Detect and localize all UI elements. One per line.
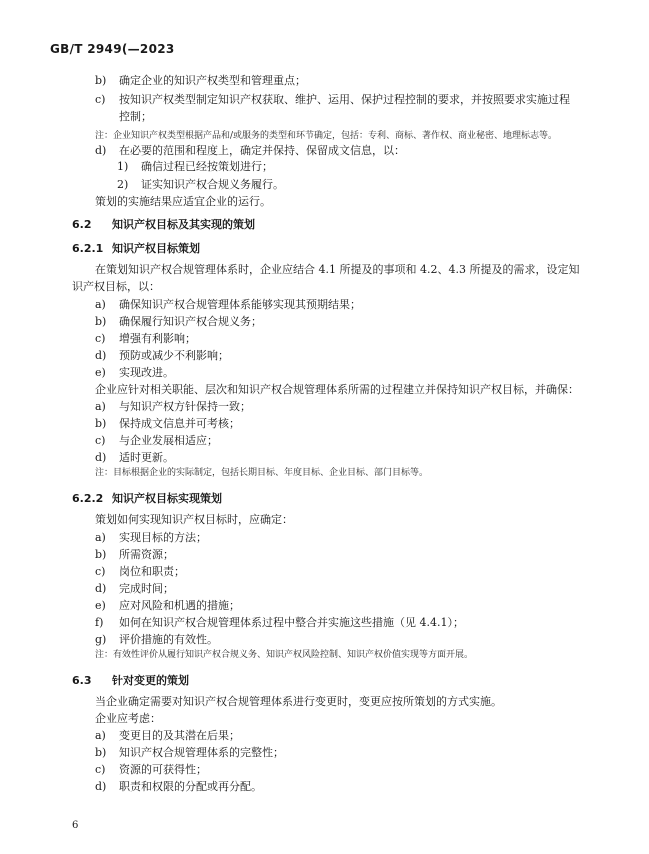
list-text: 职责和权限的分配或再分配。 [119, 780, 262, 793]
list-item [95, 746, 284, 760]
list-text: 评价措施的有效性。 [119, 633, 218, 646]
list-marker: a) [95, 400, 106, 413]
section-heading [72, 216, 255, 232]
standard-header: GB/T 2949(—2023 [50, 42, 175, 56]
list-item [95, 763, 207, 777]
list-text: 资源的可获得性； [119, 763, 207, 776]
note: 注：目标根据企业的实际制定，包括长期目标、年度目标、企业目标、部门目标等。 [95, 468, 429, 478]
section-title: 知识产权目标实现策划 [112, 492, 222, 505]
list-text: 确信过程已经按策划进行； [141, 160, 273, 173]
list-item [95, 298, 361, 312]
section-number: 6.2 [72, 218, 92, 231]
list-text: 所需资源； [119, 548, 174, 561]
list-text: 保持成文信息并可考核； [119, 417, 240, 430]
list-marker: b) [95, 548, 107, 561]
list-marker: d) [95, 349, 107, 362]
list-marker: d) [95, 451, 107, 464]
list-item [95, 332, 196, 346]
sub-list-item [117, 160, 273, 174]
section-heading [72, 672, 189, 688]
list-text: 适时更新。 [119, 451, 174, 464]
list-item [95, 315, 262, 329]
list-text: 确保知识产权合规管理体系能够实现其预期结果； [119, 298, 361, 311]
list-marker: c) [95, 332, 106, 345]
list-item-continuation: 控制； [119, 110, 152, 123]
list-text: 确定企业的知识产权类型和管理重点； [119, 74, 306, 87]
list-marker: d) [95, 144, 107, 157]
list-text: 与知识产权方针保持一致； [119, 400, 251, 413]
list-item [95, 780, 262, 794]
list-item [95, 93, 570, 107]
list-marker: e) [95, 366, 106, 379]
list-marker: a) [95, 729, 106, 742]
list-item [95, 616, 464, 630]
list-marker: 2) [117, 178, 129, 191]
section-number: 6.3 [72, 674, 92, 687]
list-marker: c) [95, 565, 106, 578]
list-item [95, 548, 174, 562]
list-item [95, 451, 174, 465]
list-marker: f) [95, 616, 104, 629]
list-marker: c) [95, 434, 106, 447]
list-marker: 1) [117, 160, 129, 173]
list-marker: d) [95, 582, 107, 595]
list-marker: c) [95, 763, 106, 776]
list-item [95, 531, 207, 545]
list-marker: c) [95, 93, 106, 106]
list-text: 变更目的及其潜在后果； [119, 729, 240, 742]
list-item [95, 729, 240, 743]
note: 注：企业知识产权类型根据产品和/或服务的类型和环节确定，包括：专利、商标、著作权、商业秘密、地理标志等。 [95, 131, 558, 141]
list-item [95, 417, 240, 431]
list-text: 知识产权合规管理体系的完整性； [119, 746, 284, 759]
list-text: 实现目标的方法； [119, 531, 207, 544]
paragraph: 企业应考虑： [95, 712, 161, 725]
paragraph: 策划如何实现知识产权目标时，应确定： [95, 513, 293, 526]
list-item [95, 582, 174, 596]
list-item [95, 349, 229, 363]
note: 注：有效性评价从履行知识产权合规义务、知识产权风险控制、知识产权价值实现等方面开展。 [95, 650, 474, 660]
list-marker: b) [95, 74, 107, 87]
paragraph-continuation: 识产权目标，以： [72, 280, 160, 293]
subsection-heading [72, 240, 200, 256]
list-text: 证实知识产权合规义务履行。 [141, 178, 284, 191]
list-text: 预防或减少不利影响； [119, 349, 229, 362]
paragraph: 企业应针对相关职能、层次和知识产权合规管理体系所需的过程建立并保持知识产权目标，并确保： [95, 383, 579, 396]
list-marker: a) [95, 298, 106, 311]
paragraph: 策划的实施结果应适宜企业的运行。 [95, 195, 271, 208]
paragraph: 当企业确定需要对知识产权合规管理体系进行变更时，变更应按所策划的方式实施。 [95, 695, 502, 708]
section-number: 6.2.2 [72, 492, 104, 505]
list-text: 如何在知识产权合规管理体系过程中整合并实施这些措施（见 4.4.1）； [119, 616, 464, 629]
section-number: 6.2.1 [72, 242, 104, 255]
list-text: 岗位和职责； [119, 565, 185, 578]
list-text: 按知识产权类型制定知识产权获取、维护、运用、保护过程控制的要求，并按照要求实施过程 [119, 93, 570, 106]
list-item [95, 633, 218, 647]
list-item [95, 434, 218, 448]
sub-list-item [117, 178, 284, 192]
list-marker: g) [95, 633, 107, 646]
list-marker: b) [95, 746, 107, 759]
list-item [95, 74, 306, 88]
list-text: 在必要的范围和程度上，确定并保持、保留成文信息，以： [119, 144, 405, 157]
list-text: 确保履行知识产权合规义务； [119, 315, 262, 328]
list-item [95, 366, 174, 380]
list-marker: a) [95, 531, 106, 544]
list-marker: e) [95, 599, 106, 612]
list-item [95, 144, 405, 158]
list-text: 实现改进。 [119, 366, 174, 379]
list-marker: d) [95, 780, 107, 793]
page-number: 6 [72, 820, 79, 831]
list-item [95, 599, 240, 613]
section-title: 针对变更的策划 [112, 674, 189, 687]
list-marker: b) [95, 315, 107, 328]
list-text: 完成时间； [119, 582, 174, 595]
list-item [95, 400, 251, 414]
list-text: 应对风险和机遇的措施； [119, 599, 240, 612]
section-title: 知识产权目标策划 [112, 242, 200, 255]
list-marker: b) [95, 417, 107, 430]
subsection-heading [72, 490, 222, 506]
section-title: 知识产权目标及其实现的策划 [112, 218, 255, 231]
list-text: 与企业发展相适应； [119, 434, 218, 447]
list-item [95, 565, 185, 579]
list-text: 增强有利影响； [119, 332, 196, 345]
paragraph: 在策划知识产权合规管理体系时，企业应结合 4.1 所提及的事项和 4.2、4.3 所提及的需求，设定知 [95, 263, 580, 276]
